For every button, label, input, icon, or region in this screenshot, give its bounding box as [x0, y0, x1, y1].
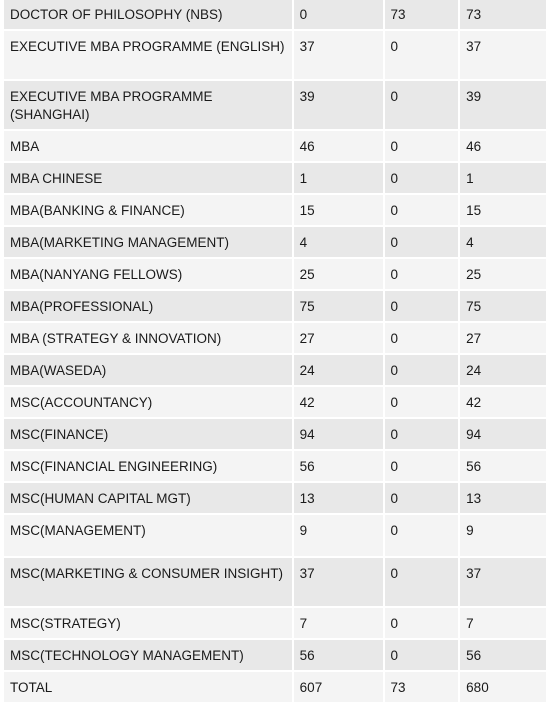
total-cell: 37 — [460, 558, 546, 606]
value-cell: 7 — [294, 608, 383, 638]
table-row — [4, 640, 546, 670]
total-cell: 15 — [460, 195, 546, 225]
programme-cell: MBA(WASEDA) — [4, 355, 292, 385]
value-cell: 4 — [294, 227, 383, 257]
value-cell: 607 — [294, 672, 383, 702]
programme-cell: MBA (STRATEGY & INNOVATION) — [4, 323, 292, 353]
total-cell: 24 — [460, 355, 546, 385]
value-cell: 39 — [294, 81, 383, 129]
total-cell: 42 — [460, 387, 546, 417]
total-cell: 680 — [460, 672, 546, 702]
total-cell: 94 — [460, 419, 546, 449]
programme-cell: EXECUTIVE MBA PROGRAMME (SHANGHAI) — [4, 81, 292, 129]
table-row — [4, 131, 546, 161]
value-cell: 0 — [385, 163, 459, 193]
total-cell: 9 — [460, 515, 546, 556]
programme-cell: MBA(PROFESSIONAL) — [4, 291, 292, 321]
total-cell: 7 — [460, 608, 546, 638]
table-row — [4, 31, 546, 79]
table-row — [4, 0, 546, 29]
value-cell: 0 — [385, 131, 459, 161]
value-cell: 73 — [385, 0, 459, 29]
value-cell: 73 — [385, 672, 459, 702]
table-row — [4, 227, 546, 257]
programme-cell: MSC(STRATEGY) — [4, 608, 292, 638]
value-cell: 0 — [385, 640, 459, 670]
table-row — [4, 419, 546, 449]
value-cell: 9 — [294, 515, 383, 556]
value-cell: 0 — [294, 0, 383, 29]
value-cell: 27 — [294, 323, 383, 353]
programme-cell: MBA CHINESE — [4, 163, 292, 193]
programme-cell: MSC(HUMAN CAPITAL MGT) — [4, 483, 292, 513]
value-cell: 75 — [294, 291, 383, 321]
programme-cell: MSC(FINANCE) — [4, 419, 292, 449]
value-cell: 25 — [294, 259, 383, 289]
value-cell: 0 — [385, 608, 459, 638]
table-row — [4, 483, 546, 513]
table-row — [4, 259, 546, 289]
total-cell: 37 — [460, 31, 546, 79]
table-row — [4, 81, 546, 129]
programme-cell: DOCTOR OF PHILOSOPHY (NBS) — [4, 0, 292, 29]
value-cell: 0 — [385, 451, 459, 481]
enrolment-table-body — [4, 0, 546, 702]
value-cell: 0 — [385, 291, 459, 321]
programme-cell: EXECUTIVE MBA PROGRAMME (ENGLISH) — [4, 31, 292, 79]
programme-cell: MBA(MARKETING MANAGEMENT) — [4, 227, 292, 257]
value-cell: 0 — [385, 515, 459, 556]
table-row — [4, 195, 546, 225]
programme-cell: MSC(FINANCIAL ENGINEERING) — [4, 451, 292, 481]
total-cell: 56 — [460, 451, 546, 481]
total-cell: 1 — [460, 163, 546, 193]
total-row — [4, 672, 546, 702]
total-label-cell: TOTAL — [4, 672, 292, 702]
table-row — [4, 558, 546, 606]
table-row — [4, 451, 546, 481]
value-cell: 24 — [294, 355, 383, 385]
value-cell: 0 — [385, 259, 459, 289]
value-cell: 1 — [294, 163, 383, 193]
total-cell: 46 — [460, 131, 546, 161]
enrolment-table — [2, 0, 548, 704]
table-row — [4, 163, 546, 193]
programme-cell: MSC(MARKETING & CONSUMER INSIGHT) — [4, 558, 292, 606]
programme-cell: MSC(TECHNOLOGY MANAGEMENT) — [4, 640, 292, 670]
value-cell: 56 — [294, 451, 383, 481]
table-row — [4, 291, 546, 321]
value-cell: 0 — [385, 195, 459, 225]
table-row — [4, 608, 546, 638]
total-cell: 13 — [460, 483, 546, 513]
value-cell: 94 — [294, 419, 383, 449]
value-cell: 0 — [385, 387, 459, 417]
total-cell: 56 — [460, 640, 546, 670]
value-cell: 13 — [294, 483, 383, 513]
programme-cell: MBA — [4, 131, 292, 161]
value-cell: 0 — [385, 227, 459, 257]
value-cell: 46 — [294, 131, 383, 161]
total-cell: 75 — [460, 291, 546, 321]
table-row — [4, 355, 546, 385]
value-cell: 56 — [294, 640, 383, 670]
table-row — [4, 387, 546, 417]
total-cell: 39 — [460, 81, 546, 129]
value-cell: 0 — [385, 419, 459, 449]
value-cell: 42 — [294, 387, 383, 417]
value-cell: 0 — [385, 558, 459, 606]
programme-cell: MSC(MANAGEMENT) — [4, 515, 292, 556]
value-cell: 0 — [385, 323, 459, 353]
value-cell: 15 — [294, 195, 383, 225]
value-cell: 0 — [385, 483, 459, 513]
programme-cell: MSC(ACCOUNTANCY) — [4, 387, 292, 417]
value-cell: 37 — [294, 31, 383, 79]
value-cell: 0 — [385, 31, 459, 79]
value-cell: 0 — [385, 81, 459, 129]
table-row — [4, 323, 546, 353]
total-cell: 73 — [460, 0, 546, 29]
value-cell: 0 — [385, 355, 459, 385]
value-cell: 37 — [294, 558, 383, 606]
programme-cell: MBA(BANKING & FINANCE) — [4, 195, 292, 225]
table-row — [4, 515, 546, 556]
total-cell: 4 — [460, 227, 546, 257]
total-cell: 27 — [460, 323, 546, 353]
total-cell: 25 — [460, 259, 546, 289]
programme-cell: MBA(NANYANG FELLOWS) — [4, 259, 292, 289]
